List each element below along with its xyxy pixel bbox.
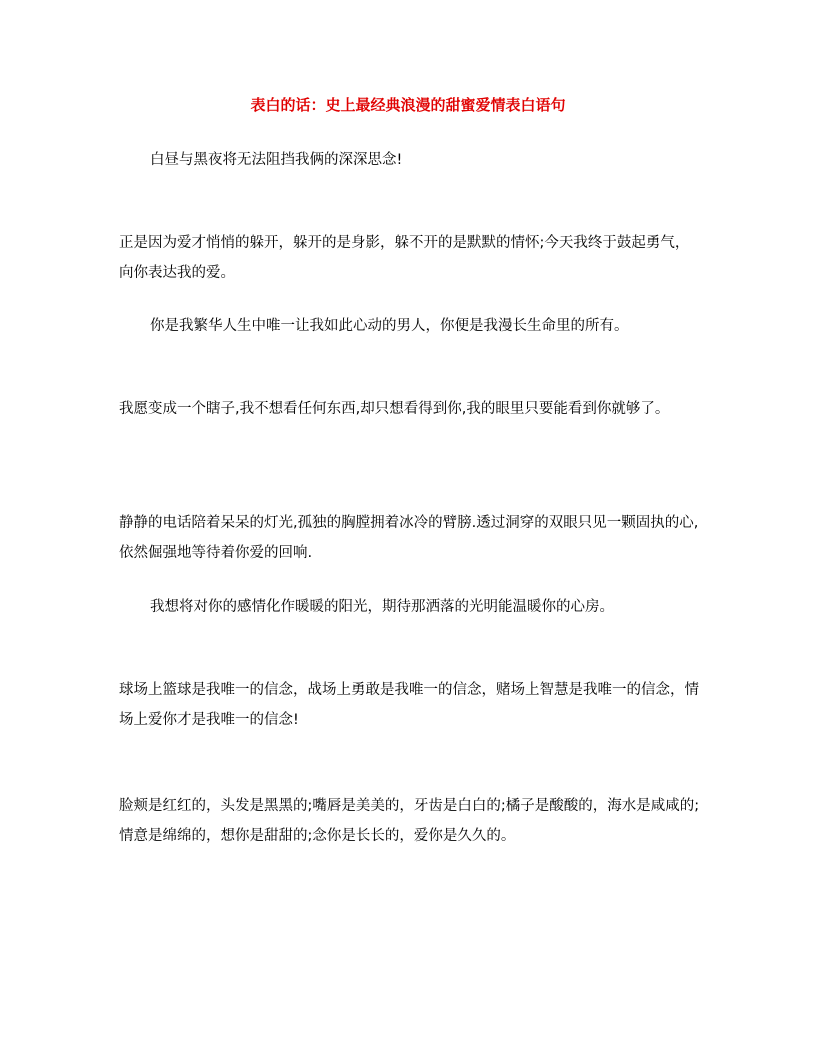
paragraph-2: 正是因为爱才悄悄的躲开，躲开的是身影，躲不开的是默默的情怀;今天我终于鼓起勇气，向你表达我的爱。 <box>119 235 690 281</box>
paragraph-8: 脸颊是红红的，头发是黑黑的;嘴唇是美美的，牙齿是白白的;橘子是酸酸的，海水是咸咸的;情意是绵绵的，想你是甜甜的;念你是长长的，爱你是久久的。 <box>119 798 700 844</box>
paragraph-6: 我想将对你的感情化作暖暖的阳光，期待那洒落的光明能温暖你的心房。 <box>150 599 614 615</box>
paragraph-1: 白昼与黑夜将无法阻挡我俩的深深思念! <box>150 152 403 168</box>
paragraph-5: 静静的电话陪着呆呆的灯光,孤独的胸膛拥着冰冷的臂膀.透过洞穿的双眼只见一颗固执的心,依然倔强地等待着你爱的回响. <box>119 515 699 561</box>
paragraph-7: 球场上篮球是我唯一的信念，战场上勇敢是我唯一的信念，赌场上智慧是我唯一的信念，情场上爱你才是我唯一的信念! <box>119 682 699 728</box>
document-title: 表白的话：史上最经典浪漫的甜蜜爱情表白语句 <box>250 96 566 114</box>
paragraph-3: 你是我繁华人生中唯一让我如此心动的男人，你便是我漫长生命里的所有。 <box>150 318 629 334</box>
paragraph-4: 我愿变成一个瞎子,我不想看任何东西,却只想看得到你,我的眼里只要能看到你就够了。 <box>119 401 670 417</box>
